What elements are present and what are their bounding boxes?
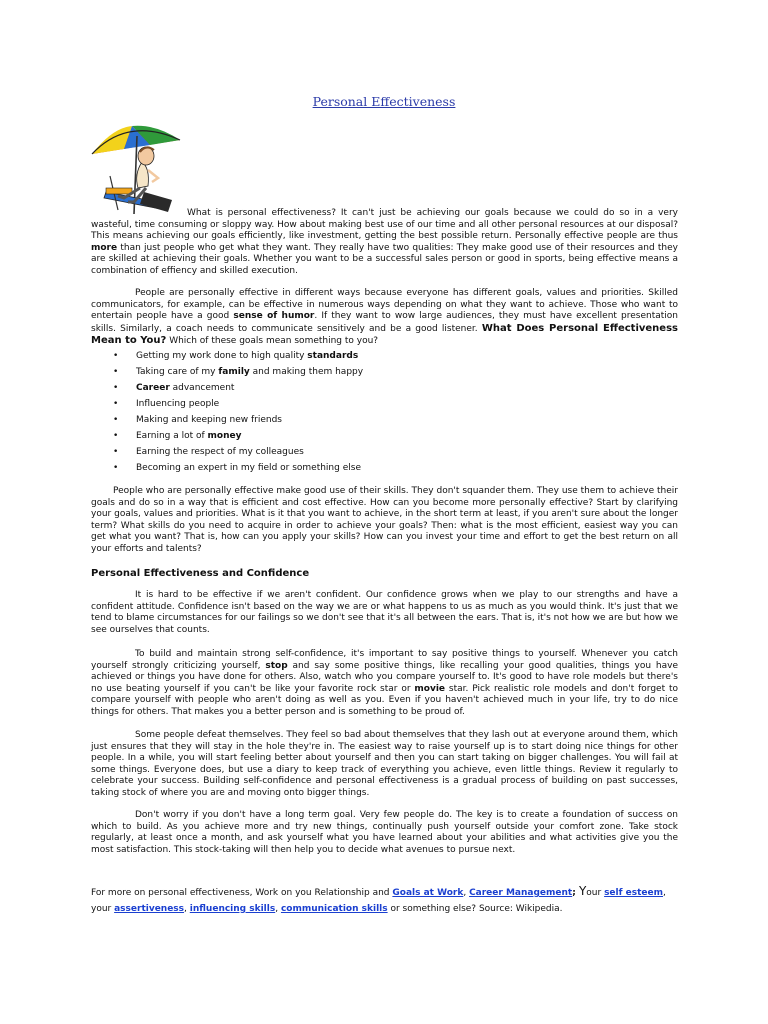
footer-links: For more on personal effectiveness, Work on you Relationship and Goals at Work, Career Management; Your self esteem, your assertiveness, influencing skills, communication skills or something else? Source: Wikipedia. [91, 884, 666, 914]
goals-list [113, 350, 363, 478]
list-item: • Becoming an expert in my field or something else [113, 463, 361, 473]
list-item: • Career advancement [113, 383, 235, 393]
bullet-icon: • [113, 463, 119, 473]
ways-text-3: Which of these goals mean something to you? [166, 336, 379, 347]
ways-text-2: . If they want to wow large audiences, they must have excellent presentation skills. Similarly, a coach needs to communicate sensitively and be a good listener. [91, 311, 679, 334]
link-influencing-skills[interactable]: influencing skills [189, 904, 276, 914]
keyword-movie: movie [414, 683, 446, 694]
link-career-management[interactable]: Career Management [469, 888, 573, 898]
goal-paragraph: Don't worry if you don't have a long term goal. Very few people do. The key is to create a foundation of success on which to build. As you achieve more and try new things, continually push yourself outside your comfort zone. Take stock regularly, at least once a month, and ask yourself what you have learned about your abilities and what activities give you the most satisfaction. This stock-taking will then help you to decide what avenues to pursue next. [91, 810, 678, 855]
bullet-icon: • [113, 367, 119, 377]
list-item: • Getting my work done to high quality standards [113, 351, 359, 361]
link-goals-at-work[interactable]: Goals at Work [392, 888, 464, 898]
ways-paragraph [91, 288, 678, 348]
confidence-paragraph: It is hard to be effective if we aren't confident. Our confidence grows when we play to our strengths and have a confident attitude. Confidence isn't based on the way we are or what happens to us as much as you would think. It's just that we tend to blame circumstances for our failings so we don't see that it's all between the ears. That is, it's not how we are but how we see ourselves that counts. [91, 590, 678, 635]
keyword-sense-of-humor: sense of humor [233, 311, 315, 322]
list-item: • Earning a lot of money [113, 431, 242, 441]
defeat-paragraph: Some people defeat themselves. They feel so bad about themselves that they lash out at everyone around them, which just ensures that they will stay in the hole they're in. The easiest way to raise yourself up is to start doing nice things for other people. In a while, you will start feeling better about yourself and then you can start taking on bigger challenges. You will fail at some things. Everyone does, but use a diary to keep track of everything you achieve, even little things. Review it regularly to celebrate your success. Building self-confidence and personal effectiveness is a gradual process of building on past successes, taking stock of where you are and moving onto bigger things. [91, 730, 678, 798]
self-confidence-paragraph: To build and maintain strong self-confidence, it's important to say positive things to yourself. Whenever you catch yourself strongly criticizing yourself, stop and say some positive things, like recalling your good qualities, things you have achieved or things you have done for others. Also, watch who you compare yourself to. It's good to have role models but there's no use beating yourself if you can't be like your favorite rock star or movie star. Pick realistic role models and don't forget to compare yourself with people who aren't doing as well as you. Even if you haven't achieved much in your life, try to do nice things for others. That makes you a better person and is something to be proud of. [91, 649, 678, 717]
keyword-more: more [91, 242, 118, 253]
intro-text-1: What is personal effectiveness? It can't just be achieving our goals because we could do so in a very wasteful, time consuming or sloppy way. How about making best use of our time and all other personal resources at our disposal? This means achieving our goals efficiently, like investment, getting the best possible return. Personally effective people are thus [91, 208, 678, 242]
list-item: • Taking care of my family and making them happy [113, 367, 364, 377]
keyword-stop: stop [265, 660, 288, 671]
bullet-icon: • [113, 351, 119, 361]
bullet-icon: • [113, 431, 119, 441]
bullet-icon: • [113, 383, 119, 393]
section-heading-confidence: Personal Effectiveness and Confidence [91, 568, 310, 579]
intro-text-2: than just people who get what they want. They really have two qualities: They make good use of their resources and they are skilled at achieving their goals. Whether you want to be a successful sales person or good in sports, being effective means a combination of effiency and skilled execution. [91, 242, 678, 276]
intro-paragraph [91, 208, 678, 278]
bullet-icon: • [113, 447, 119, 457]
bullet-icon: • [113, 415, 119, 425]
link-self-esteem[interactable]: self esteem [604, 888, 664, 898]
ways-text-1: People are personally effective in different ways because everyone has different goals, values and priorities. Skilled communicators, for example, can be effective in numerous ways depending on what they want to achieve. Those who want to entertain people have a good [91, 288, 678, 322]
link-communication-skills[interactable]: communication skills [280, 904, 388, 914]
page-title[interactable]: Personal Effectiveness [312, 94, 456, 109]
link-assertiveness[interactable]: assertiveness [114, 904, 185, 914]
man-under-beach-umbrella-icon [88, 118, 186, 218]
list-item: • Making and keeping new friends [113, 415, 282, 425]
meaning-heading: What Does Personal Effectiveness Mean to You? [91, 322, 678, 347]
skills-paragraph: People who are personally effective make good use of their skills. They don't squander them. They use them to achieve their goals and do so in a way that is efficient and cost effective. How can you become more personally effective? Start by clarifying your goals, values and priorities. What is it that you want to achieve, in the short term at least, if you aren't sure about the longer term? What skills do you need to acquire in order to achieve your goals? Then: what is the most efficient, easiest way you can get what you want? That is, how can you apply your skills? How can you invest your time and effort to get the best return on all your efforts and talents? [91, 486, 678, 554]
list-item: • Influencing people [113, 399, 220, 409]
list-item: • Earning the respect of my colleagues [113, 447, 304, 457]
bullet-icon: • [113, 399, 119, 409]
